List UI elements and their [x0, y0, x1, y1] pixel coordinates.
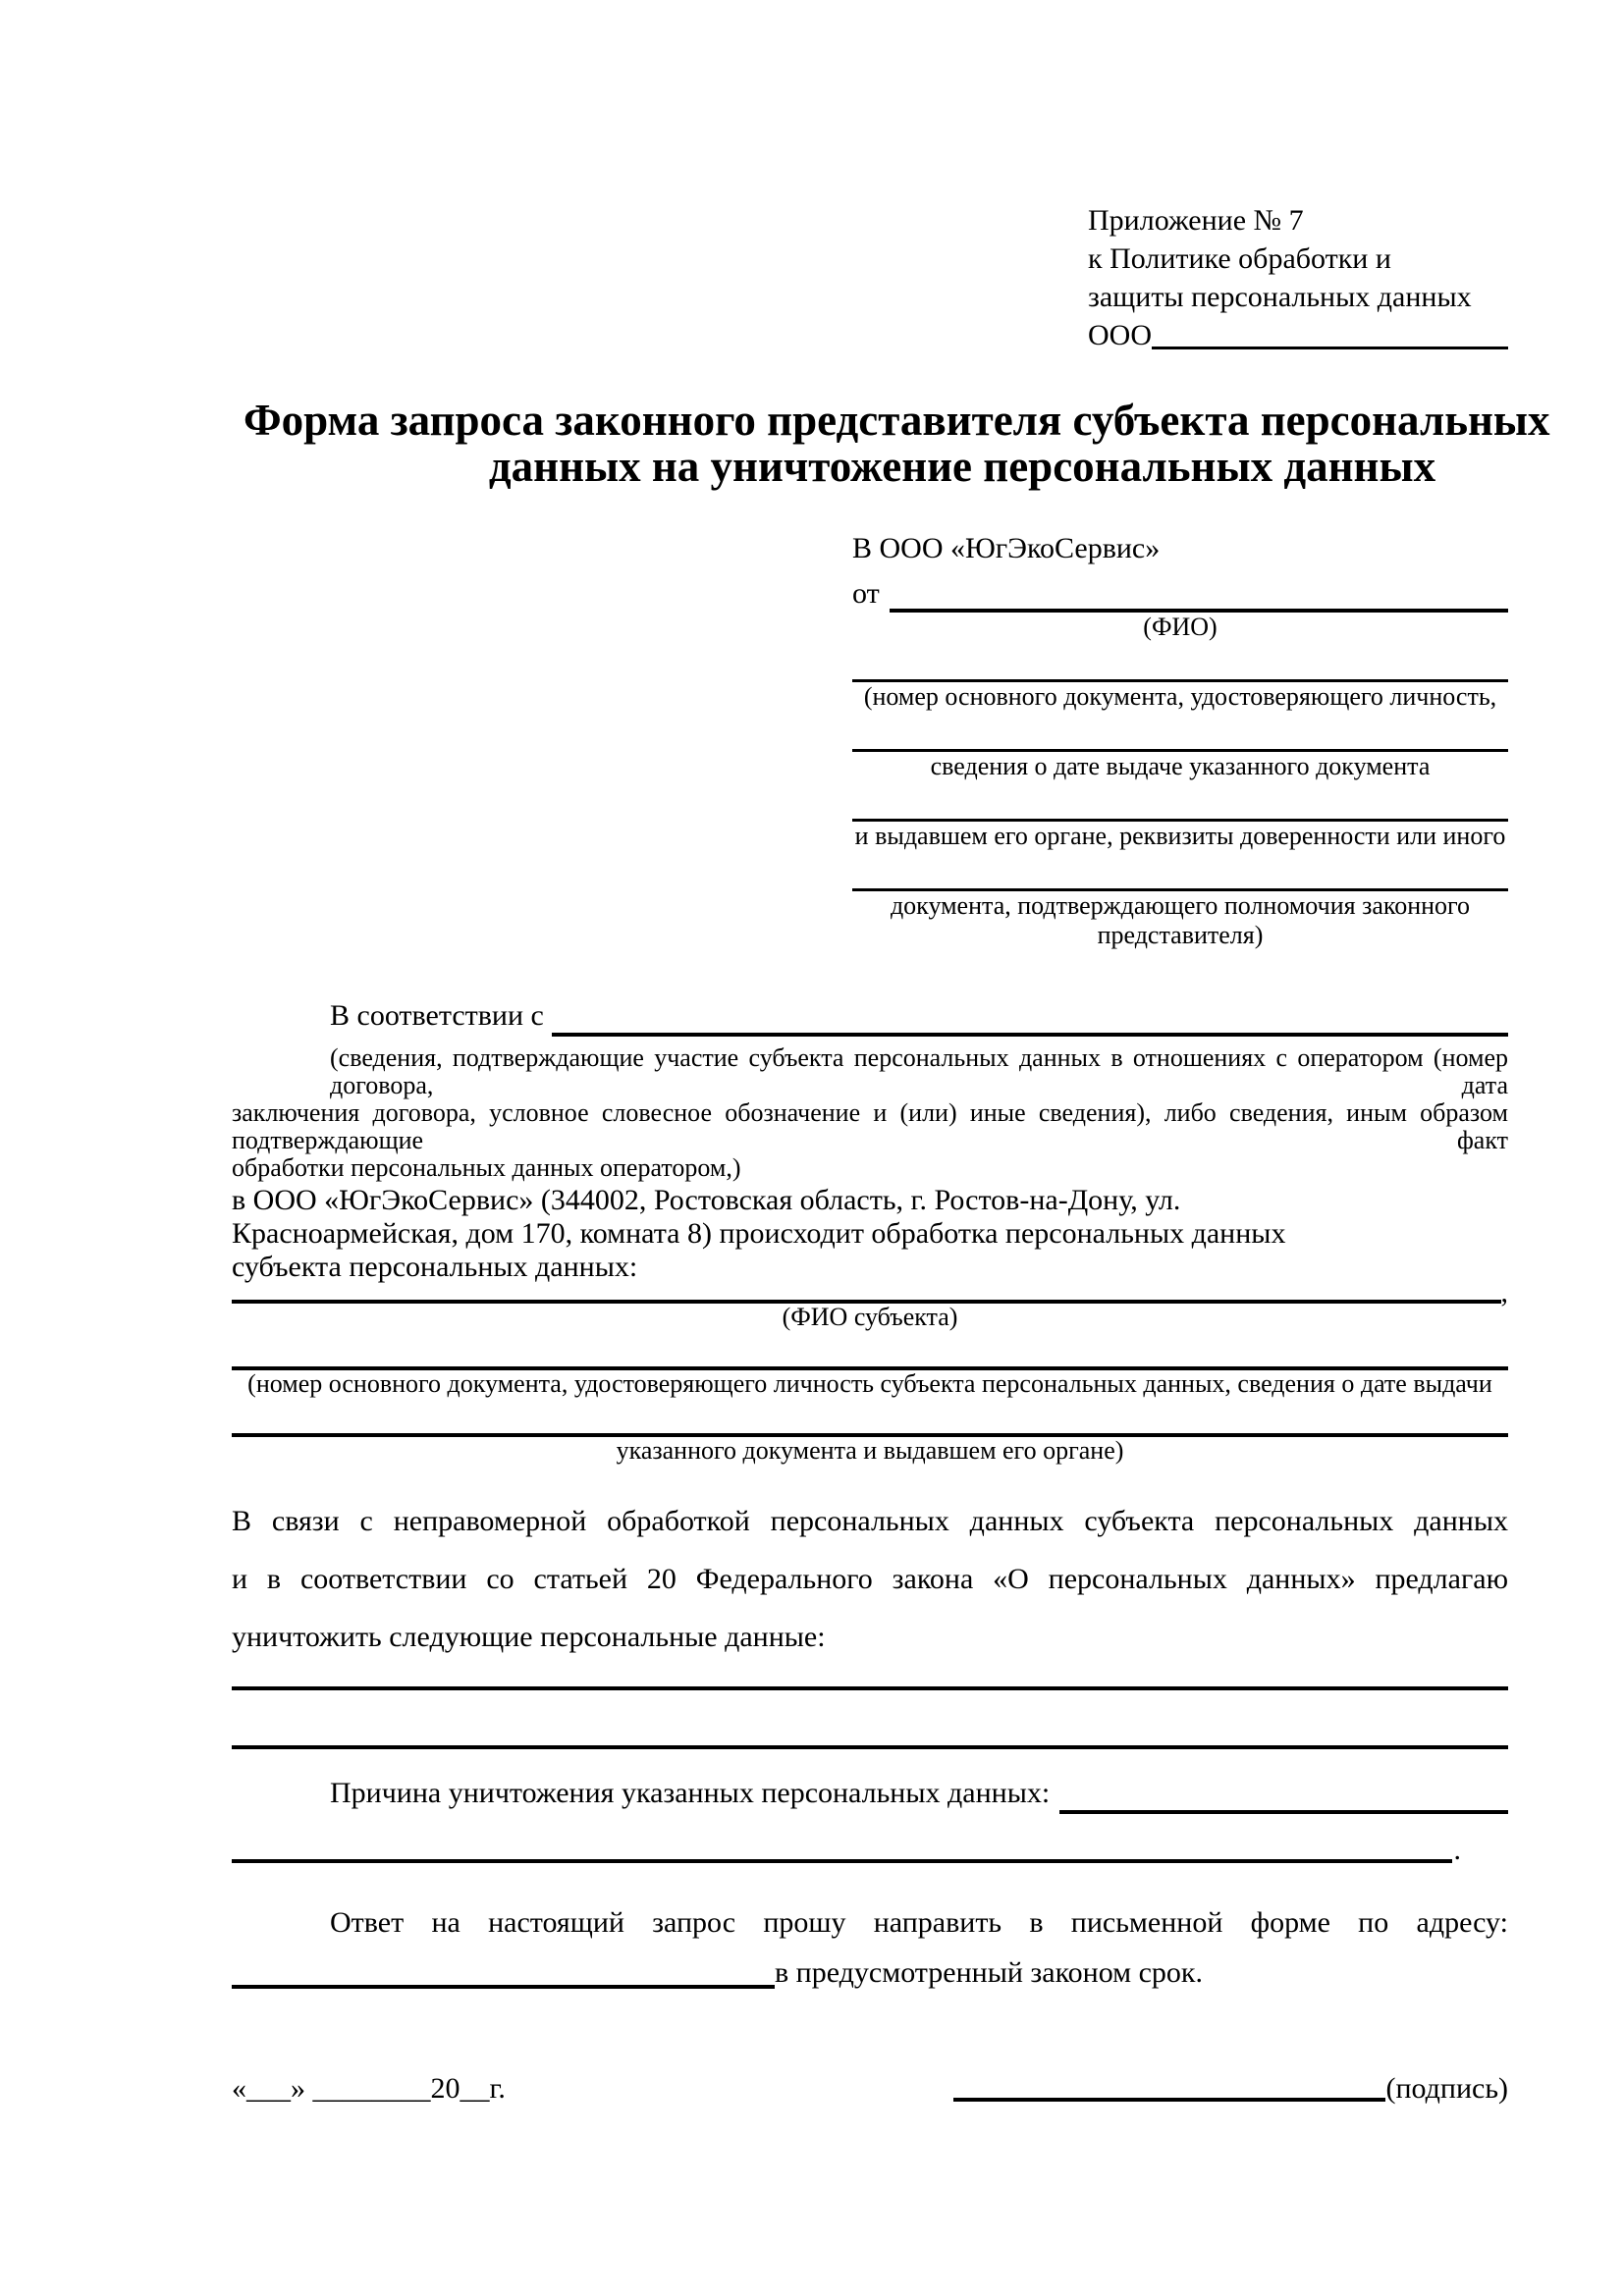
from-label: от — [852, 577, 880, 610]
id-field-4 — [852, 861, 1508, 950]
reply-suffix: в предусмотренный законом срок. — [775, 1956, 1203, 1989]
ooo-blank-line — [1152, 316, 1508, 349]
destroy-line-3: уничтожить следующие персональные данные: — [232, 1621, 826, 1653]
subject-doc-blank-line-1 — [232, 1339, 1508, 1370]
subject-fio-row — [232, 1276, 1508, 1308]
subject-doc-blank-line-2 — [232, 1404, 1508, 1437]
id-field-3-caption: и выдавшем его органе, реквизиты доверенности или иного — [854, 822, 1506, 850]
signature-caption: (подпись) — [1385, 2072, 1508, 2105]
operator-line-3: субъекта персональных данных: — [232, 1251, 638, 1283]
ooo-prefix: ООО — [1088, 319, 1152, 351]
addressee-to: В ООО «ЮгЭкоСервис» — [852, 532, 1161, 564]
page-content — [0, 201, 1624, 2109]
form-title — [232, 396, 1550, 491]
operator-line-2: Красноармейская, дом 170, комната 8) происходит обработка персональных данных — [232, 1217, 1286, 1250]
id-field-1-caption: (номер основного документа, удостоверяющего личность, — [863, 682, 1497, 711]
reason-blank-line-2 — [232, 1814, 1508, 1866]
note-line-3: обработки персональных данных оператором,) — [232, 1153, 741, 1182]
operator-paragraph — [232, 1184, 1508, 1284]
id-field-3-blank-line — [852, 791, 1508, 822]
accordance-blank-line — [552, 999, 1508, 1037]
signature-blank-line — [953, 2069, 1385, 2102]
id-field-2-blank-line — [852, 721, 1508, 752]
signature-area — [953, 2069, 1508, 2109]
id-field-4-blank-line — [852, 861, 1508, 891]
accordance-row — [330, 999, 1508, 1037]
destroy-paragraph — [232, 1492, 1508, 1666]
date-line: «___» ________20__г. — [232, 2072, 506, 2105]
appendix-line-2: к Политике обработки и — [1088, 242, 1391, 275]
appendix-ooo-row — [1088, 316, 1508, 354]
data-blank-line-2 — [232, 1690, 1508, 1749]
reply-paragraph: Ответ на настоящий запрос прошу направить в письменной форме по адресу: — [330, 1906, 1508, 1939]
title-line-1: Форма запроса законного представителя субъекта персональных — [244, 396, 1550, 445]
destroy-line-1: В связи с неправомерной обработкой персональных данных субъекта персональных данных — [232, 1505, 1508, 1537]
reason-row — [232, 1777, 1508, 1814]
reason-blank-line-2-rule — [232, 1810, 1452, 1863]
id-field-1-blank-line — [852, 652, 1508, 682]
subject-fio-comma: , — [1500, 1276, 1508, 1308]
data-blank-line-1 — [232, 1666, 1508, 1690]
operator-line-1: в ООО «ЮгЭкоСервис» (344002, Ростовская область, г. Ростов-на-Дону, ул. — [232, 1184, 1181, 1216]
appendix-block — [1088, 201, 1508, 354]
reason-blank-line — [1059, 1777, 1508, 1814]
id-field-1 — [852, 652, 1508, 712]
subject-doc-caption-1: (номер основного документа, удостоверяющего личность субъекта персональных данных, сведения о дате выдачи — [247, 1369, 1492, 1398]
appendix-line-1: Приложение № 7 — [1088, 204, 1304, 237]
title-line-2: данных на уничтожение персональных данных — [488, 442, 1436, 491]
subject-doc-caption-2: указанного документа и выдавшем его органе) — [616, 1436, 1124, 1465]
subject-fio-blank-line — [232, 1280, 1501, 1304]
from-blank-line — [890, 577, 1508, 613]
id-field-3 — [852, 791, 1508, 851]
note-line-1: (сведения, подтверждающие участие субъекта персональных данных в отношениях с оператором (номер договора, дата — [330, 1043, 1508, 1099]
reply-address-row — [232, 1953, 1508, 1993]
from-row — [852, 577, 1508, 613]
id-field-2-caption: сведения о дате выдаче указанного документа — [930, 752, 1431, 780]
destroy-line-2: и в соответствии со статьей 20 Федерального закона «О персональных данных» предлагаю — [232, 1563, 1508, 1595]
subject-fio-caption: (ФИО субъекта) — [782, 1303, 958, 1331]
appendix-line-3: защиты персональных данных — [1088, 281, 1472, 313]
footer-row — [232, 2069, 1508, 2109]
reason-line-period: . — [1453, 1834, 1461, 1866]
reply-address-blank-line — [232, 1953, 775, 1989]
id-field-2 — [852, 721, 1508, 781]
fio-caption: (ФИО) — [1143, 613, 1218, 641]
accordance-label: В соответствии с — [330, 999, 544, 1032]
addressee-block — [852, 529, 1508, 950]
reason-label: Причина уничтожения указанных персональных данных: — [330, 1777, 1051, 1809]
id-field-4-caption: документа, подтверждающего полномочия законного представителя) — [890, 891, 1471, 949]
note-line-2: заключения договора, условное словесное обозначение и (или) иные сведения), либо сведения, иным образом подтверждающие факт — [232, 1098, 1508, 1154]
accordance-note — [232, 1044, 1508, 1182]
